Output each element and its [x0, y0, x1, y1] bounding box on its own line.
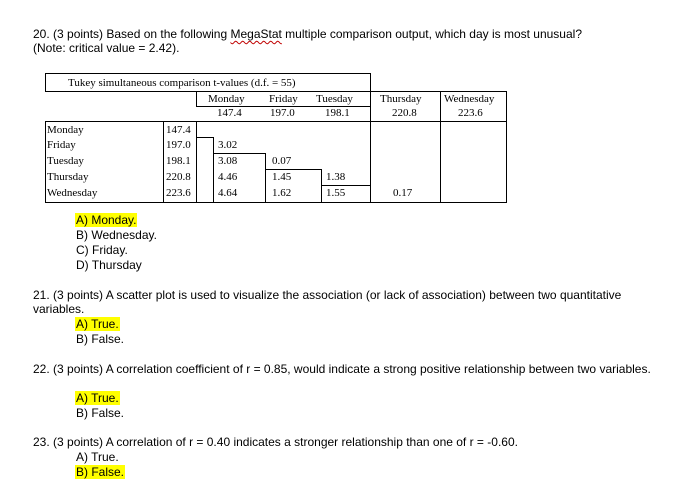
- col-header-day: Monday: [208, 93, 245, 105]
- row-day: Friday: [47, 139, 76, 151]
- col-header-mean: 147.4: [217, 107, 242, 119]
- t-value: 0.07: [272, 155, 292, 167]
- col-header-mean: 223.6: [458, 107, 483, 119]
- col-header-day: Friday: [269, 93, 298, 105]
- q20-question: [33, 27, 582, 41]
- col-header-day: Tuesday: [316, 93, 353, 105]
- q20-note: (Note: critical value = 2.42).: [33, 41, 180, 55]
- q23-option-a: A) True.: [76, 450, 119, 464]
- q21-option-a: A) True.: [76, 317, 119, 331]
- row-mean: 220.8: [166, 171, 191, 183]
- row-mean: 147.4: [166, 124, 191, 136]
- t-value: 1.55: [326, 187, 346, 199]
- row-day: Monday: [47, 124, 84, 136]
- q21-question: 21. (3 points) A scatter plot is used to visualize the association (or lack of association) between two quantitative variables.: [33, 288, 622, 316]
- table-title: Tukey simultaneous comparison t-values (d.f. = 55): [68, 77, 296, 89]
- t-value: 0.17: [393, 187, 413, 199]
- t-value: 4.64: [218, 187, 238, 199]
- t-value: 1.38: [326, 171, 346, 183]
- col-header-day: Wednesday: [444, 93, 495, 105]
- q20-suffix: multiple comparison output, which day is most unusual?: [281, 27, 582, 41]
- row-mean: 198.1: [166, 155, 191, 167]
- row-day: Wednesday: [47, 187, 98, 199]
- row-mean: 223.6: [166, 187, 191, 199]
- t-value: 4.46: [218, 171, 238, 183]
- col-header-mean: 220.8: [392, 107, 417, 119]
- q20-option-a: A) Monday.: [76, 213, 137, 227]
- col-header-mean: 198.1: [325, 107, 350, 119]
- t-value: 3.02: [218, 139, 238, 151]
- col-header-day: Thursday: [380, 93, 422, 105]
- q22-option-b: B) False.: [76, 406, 125, 420]
- row-day: Tuesday: [47, 155, 84, 167]
- t-value: 3.08: [218, 155, 238, 167]
- megastat-word: MegaStat: [230, 27, 282, 41]
- q22-option-a: A) True.: [76, 391, 119, 405]
- t-value: 1.62: [272, 187, 292, 199]
- q23-option-b: B) False.: [76, 465, 125, 479]
- col-header-mean: 197.0: [270, 107, 295, 119]
- q20-prefix: 20. (3 points) Based on the following: [33, 27, 231, 41]
- q20-option-c: C) Friday.: [76, 243, 128, 257]
- row-mean: 197.0: [166, 139, 191, 151]
- q20-option-d: D) Thursday: [76, 258, 142, 272]
- q23-question: 23. (3 points) A correlation of r = 0.40 indicates a stronger relationship than one of r = -0.60.: [33, 435, 518, 449]
- q20-option-b: B) Wednesday.: [76, 228, 157, 242]
- q21-option-b: B) False.: [76, 332, 125, 346]
- t-value: 1.45: [272, 171, 292, 183]
- q22-question: 22. (3 points) A correlation coefficient of r = 0.85, would indicate a strong positive relationship between two variables.: [33, 362, 651, 376]
- row-day: Thursday: [47, 171, 89, 183]
